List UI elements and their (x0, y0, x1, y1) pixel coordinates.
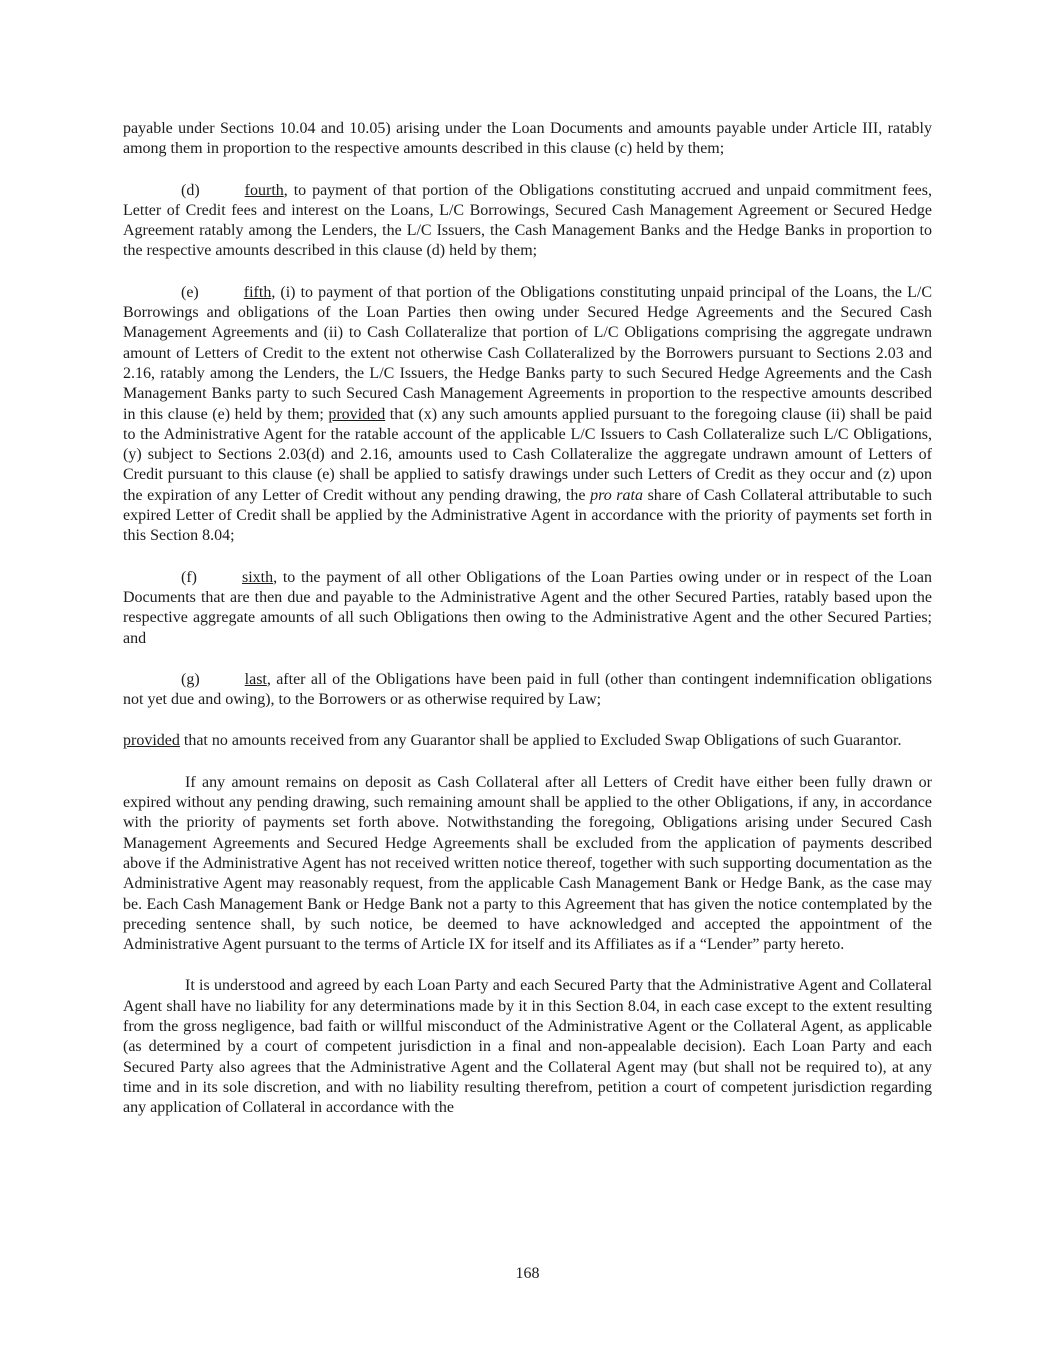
clause-d-label: (d) (181, 181, 200, 199)
guarantor-proviso-body: that no amounts received from any Guarantor shall be applied to Excluded Swap Obligations of such Guarantor. (179, 732, 902, 750)
page-number: 168 (515, 1265, 540, 1282)
clause-g-body: , after all of the Obligations have been paid in full (other than contingent indemnification obligations not yet due and owing), to the Borrowers or as otherwise required by Law; (123, 670, 932, 709)
clause-c-continuation-text: payable under Sections 10.04 and 10.05) arising under the Loan Documents and amounts payable under Article III, ratably among them in proportion to the respective amounts described in this clause (c) held by them; (123, 120, 932, 158)
clause-f-term: sixth (241, 568, 274, 586)
clause-f-paragraph (123, 568, 932, 649)
clause-e-body-2: that (x) any such amounts applied pursuant to the foregoing clause (ii) shall be paid to the Administrative Agent for the ratable account of the applicable L/C Issuers to Cash Collateralize such L/C Obligations, (y) subject to Sections 2.03(d) and 2.16, amounts used to Cash Collateralize the aggregate undrawn amount of Letters of Credit pursuant to this clause (e) shall be applied to satisfy drawings under such Letters of Credit as they occur and (z) upon the expiration of any Letter of Credit without any pending drawing, the (123, 405, 933, 504)
guarantor-proviso-paragraph (123, 731, 932, 751)
clause-e-body-1: , (i) to payment of that portion of the Obligations constituting unpaid principal of the Loans, the L/C Borrowings and obligations of the Loan Parties then owing under Secured Hedge Agreements and the Secured Cash Management Agreements and (ii) to Cash Collateralize that portion of L/C Obligations comprising the aggregate undrawn amount of Letters of Credit to the extent not otherwise Cash Collateralized by the Borrowers pursuant to Sections 2.03 and 2.16, ratably among the Lenders, the L/C Issuers, the Hedge Banks party to such Secured Hedge Agreements and the Cash Management Banks party to such Secured Cash Management Agreements in proportion to the respective amounts described in this clause (e) held by them; (123, 283, 932, 423)
clause-d-paragraph (123, 181, 932, 262)
clause-f-label: (f) (181, 568, 197, 586)
clause-d-body: , to payment of that portion of the Obligations constituting accrued and unpaid commitment fees, Letter of Credit fees and interest on the Loans, L/C Borrowings, Secured Cash Management Agreement or Secured Hedge Agreement ratably among the Lenders, the L/C Issuers, the Cash Management Banks and the Hedge Banks in proportion to the respective amounts described in this clause (d) held by them; (123, 181, 932, 260)
guarantor-proviso-term: provided (123, 732, 180, 750)
clause-e-label: (e) (181, 283, 199, 301)
cash-collateral-paragraph (123, 773, 932, 956)
clause-f-body: , to the payment of all other Obligations of the Loan Parties owing under or in respect of the Loan Documents that are then due and payable to the Administrative Agent and the other Secured Parties, ratably based upon the respective aggregate amounts of all such Obligations then owing to the Administrative Agent and the other Secured Parties; and (123, 568, 932, 647)
clause-g-term: last (244, 670, 267, 688)
cash-collateral-text: If any amount remains on deposit as Cash Collateral after all Letters of Credit have either been fully drawn or expired without any pending drawing, such remaining amount shall be applied to the other Obligations, if any, in accordance with the priority of payments set forth above. Notwithstanding the foregoing, Obligations arising under Secured Cash Management Agreements and Secured Hedge Agreements shall be excluded from the application of payments described above if the Administrative Agent has not received written notice thereof, together with such supporting documentation as the Administrative Agent may reasonably request, from the applicable Cash Management Bank or Hedge Bank, as the case may be. Each Cash Management Bank or Hedge Bank not a party to this Agreement that has given the notice contemplated by the preceding sentence shall, by such notice, be deemed to have acknowledged and accepted the appointment of the Administrative Agent pursuant to the terms of Article IX for itself and its Affiliates as if a “Lender” party hereto. (123, 773, 932, 954)
clause-e-proviso-term: provided (328, 405, 386, 423)
liability-paragraph (123, 976, 932, 1118)
liability-text: It is understood and agreed by each Loan Party and each Secured Party that the Administrative Agent and Collateral Agent shall have no liability for any determinations made by it in this Section 8.04, in each case except to the extent resulting from the gross negligence, bad faith or willful misconduct of the Administrative Agent or the Collateral Agent, as applicable (as determined by a court of competent jurisdiction in a final and non-appealable decision). Each Loan Party and each Secured Party also agrees that the Administrative Agent and the Collateral Agent may (but shall not be required to), at any time and in its sole discretion, and with no liability resulting therefrom, petition a court of competent jurisdiction regarding any application of Collateral in accordance with the (123, 977, 932, 1117)
clause-g-label: (g) (181, 670, 200, 688)
clause-e-term: fifth (243, 283, 272, 301)
clause-d-term: fourth (244, 181, 284, 199)
clause-e-latin-phrase: pro rata (590, 486, 643, 504)
clause-e-paragraph (123, 283, 932, 547)
clause-g-paragraph (123, 670, 932, 711)
clause-e-body-3: share of Cash Collateral attributable to such expired Letter of Credit shall be applied by the Administrative Agent in accordance with the priority of payments set forth in this Section 8.04; (123, 486, 932, 545)
document-body (123, 119, 932, 1139)
clause-c-continuation-paragraph (123, 119, 932, 160)
